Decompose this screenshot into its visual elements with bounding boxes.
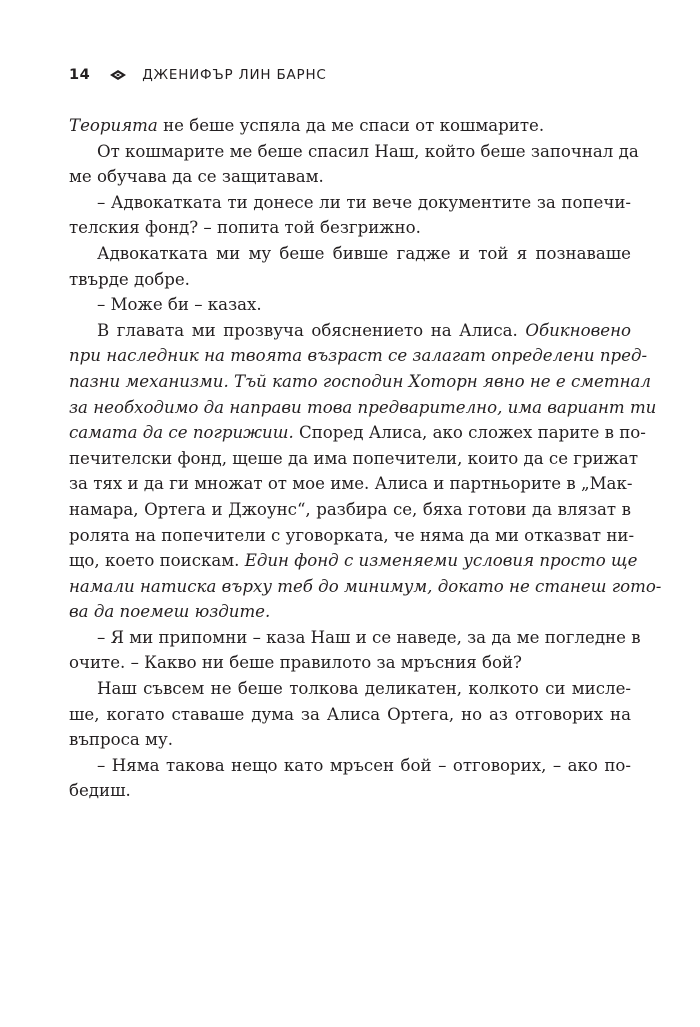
- italic-text: за необходимо да направи това предварително, има вариант ти: [69, 397, 657, 417]
- text-line: [69, 139, 639, 165]
- text-line: [69, 420, 646, 446]
- text-line: [69, 471, 631, 497]
- author-name: ДЖЕНИФЪР ЛИН БАРНС: [142, 67, 327, 83]
- text-line: [69, 215, 631, 241]
- text-span: От кошмарите ме беше спасил Наш, който беше започнал да: [97, 141, 639, 161]
- text-line: [69, 676, 631, 702]
- text-line: [69, 446, 639, 472]
- text-span: Адвокатката ми му беше бивше гадже и той я познаваше: [97, 243, 631, 263]
- text-line: [69, 523, 635, 549]
- text-line: [69, 164, 631, 190]
- italic-text: Теорията: [69, 116, 158, 135]
- running-header: [69, 64, 327, 86]
- italic-text: пазни механизми. Тъй като господин Хоторн явно не е сметнал: [69, 371, 651, 391]
- text-span: – Я ми припомни – каза Наш и се наведе, за да ме погледне в: [97, 627, 641, 647]
- text-span: – Няма такова нещо като мръсен бой – отговорих, – ако по-: [97, 755, 631, 775]
- text-span: печителски фонд, щеше да има попечители, които да се грижат: [69, 448, 639, 468]
- text-line: [69, 395, 657, 421]
- text-span: – Може би – казах.: [97, 295, 262, 315]
- text-line: [69, 727, 631, 753]
- text-line: [69, 369, 651, 395]
- text-line: [69, 702, 631, 728]
- text-span: – Адвокатката ти донесе ли ти вече документите за попечи-: [97, 192, 631, 212]
- text-span: Според Алиса, ако сложех парите в по-: [293, 423, 646, 443]
- text-span: що, което поискам.: [69, 551, 245, 571]
- text-span: телския фонд? – попита той безгрижно.: [69, 218, 421, 238]
- text-line: [69, 650, 631, 676]
- text-line: [69, 599, 631, 625]
- text-line: [69, 267, 631, 293]
- italic-text: самата да се погрижиш.: [69, 423, 294, 443]
- page-number: 14: [69, 67, 91, 83]
- text-line: [69, 113, 631, 139]
- text-span: ше, когато ставаше дума за Алиса Ортега, но аз отговорих на: [69, 704, 631, 724]
- text-line: [69, 497, 631, 523]
- text-line: [69, 574, 662, 600]
- text-line: [69, 190, 631, 216]
- text-line: [69, 318, 631, 344]
- text-line: [69, 292, 631, 318]
- text-span: В главата ми прозвуча обяснението на Алиса.: [97, 320, 526, 340]
- text-line: [69, 625, 641, 651]
- italic-text: намали натиска върху теб до минимум, докато не станеш гото-: [69, 576, 662, 596]
- text-span: за тях и да ги множат от мое име. Алиса и партньорите в „Мак-: [69, 474, 633, 494]
- text-line: [69, 548, 638, 574]
- italic-text: Обикновено: [525, 320, 631, 340]
- text-span: твърде добре.: [69, 269, 190, 289]
- text-span: въпроса му.: [69, 730, 173, 750]
- text-line: [69, 241, 631, 267]
- body-text: [69, 113, 662, 804]
- italic-text: ва да поемеш юздите.: [69, 602, 271, 622]
- text-span: Наш съвсем не беше толкова деликатен, колкото си мисле-: [97, 679, 631, 699]
- text-line: [69, 343, 648, 369]
- text-span: очите. – Какво ни беше правилото за мръсния бой?: [69, 653, 522, 673]
- text-span: намара, Ортега и Джоунс“, разбира се, бяха готови да влязат в: [69, 499, 631, 519]
- text-line: [69, 778, 631, 804]
- italic-text: при наследник на твоята възраст се залагат определени пред-: [69, 346, 648, 366]
- text-span: бедиш.: [69, 781, 131, 801]
- text-span: не беше успяла да ме спаси от кошмарите.: [157, 116, 545, 135]
- text-line: [69, 753, 631, 779]
- diamond-ornament-icon: [110, 70, 126, 80]
- text-span: ролята на попечители с уговорката, че няма да ми отказват ни-: [69, 525, 635, 545]
- italic-text: Един фонд с изменяеми условия просто ще: [244, 551, 638, 571]
- text-span: ме обучава да се защитавам.: [69, 167, 324, 187]
